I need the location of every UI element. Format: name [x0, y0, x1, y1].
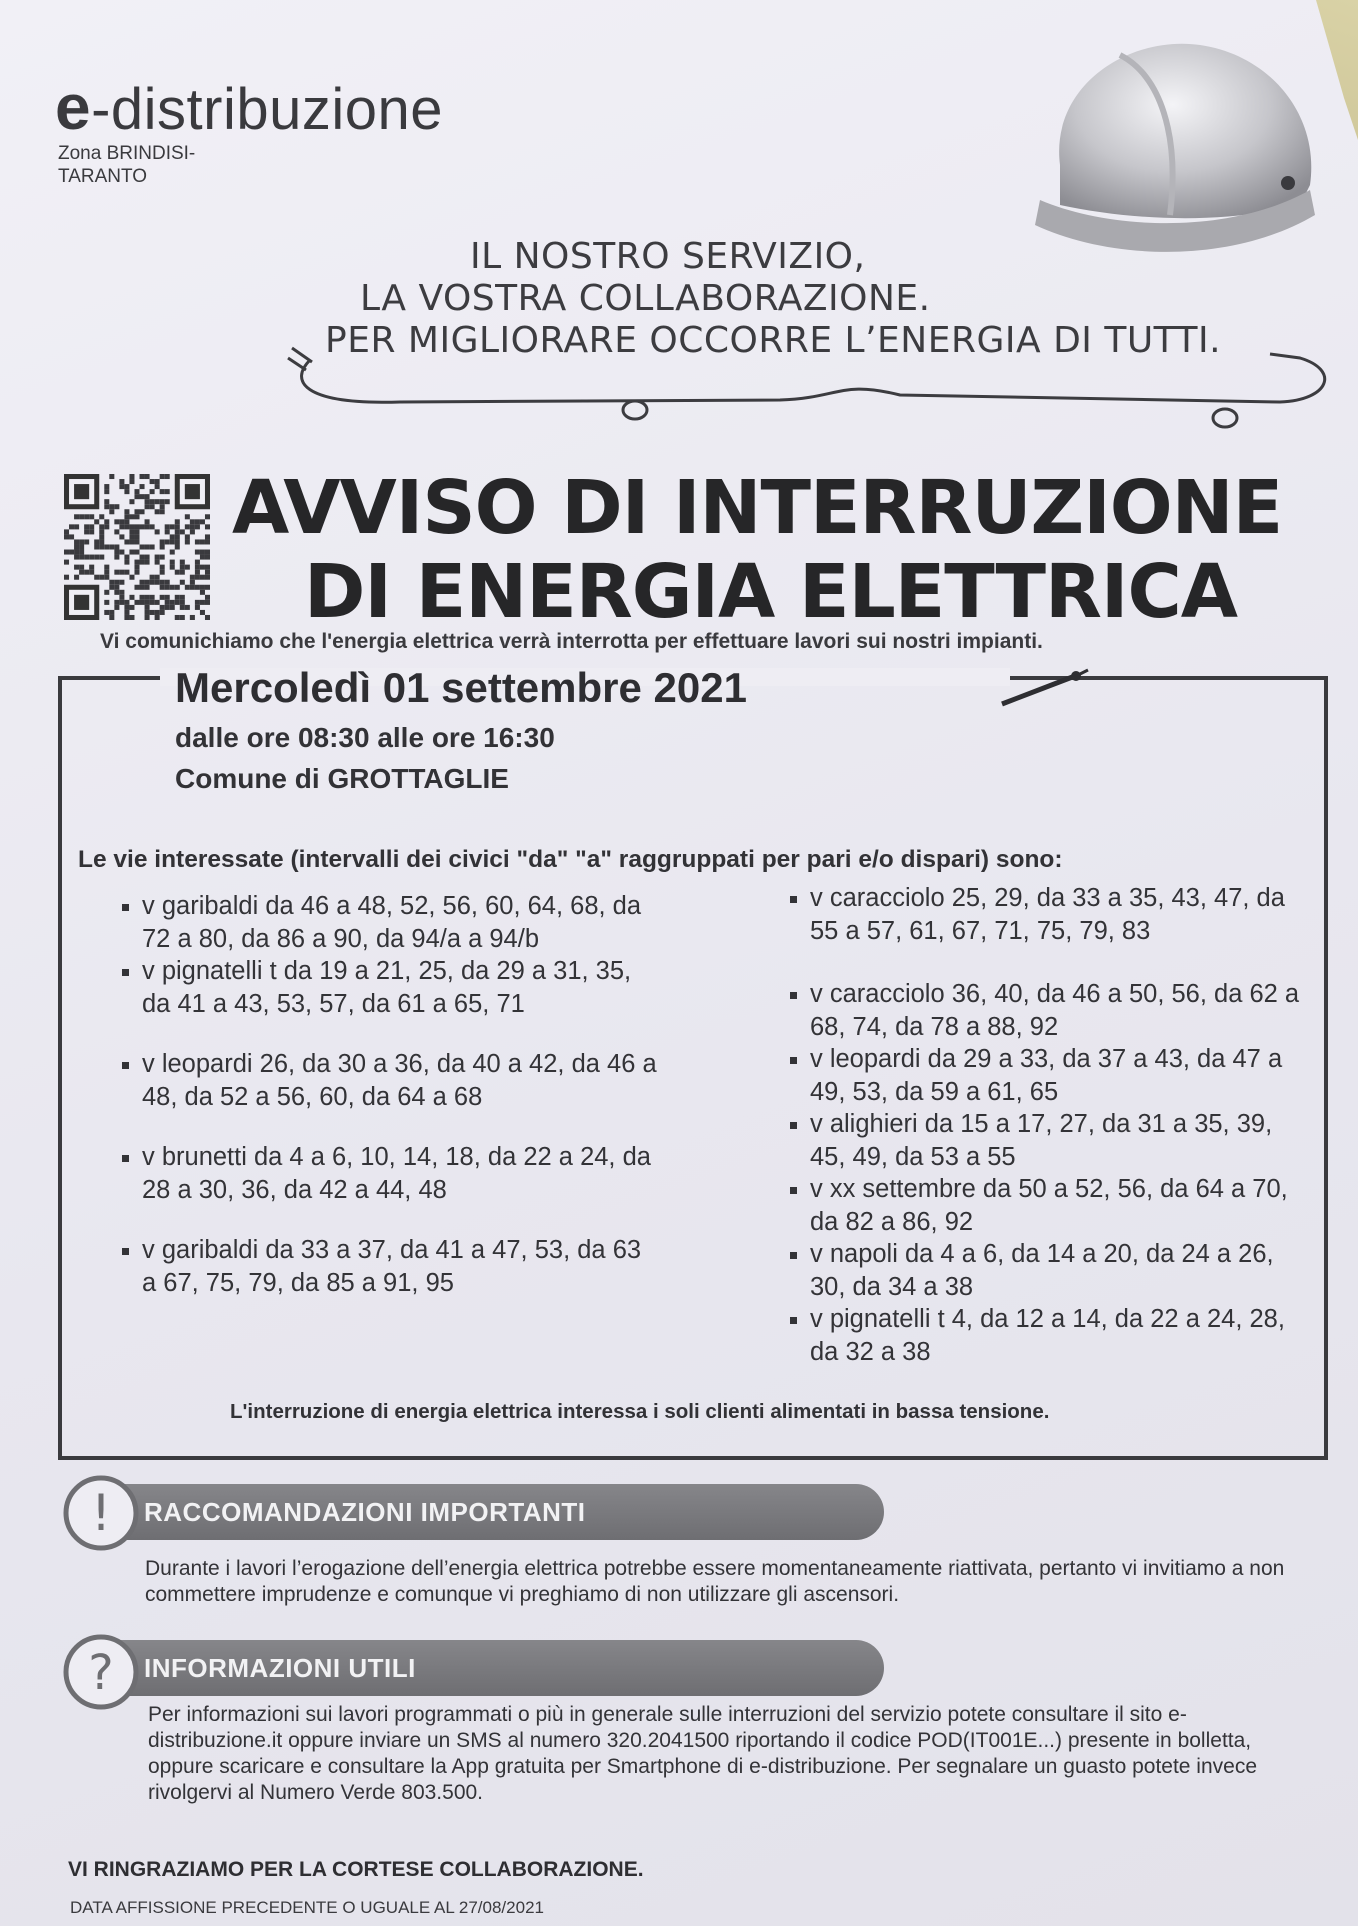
info-title: INFORMAZIONI UTILI	[144, 1653, 416, 1683]
street-item: v leopardi da 29 a 33, da 37 a 43, da 47 a 49, 53, da 59 a 61, 65	[790, 1043, 1310, 1108]
interruption-date: Mercoledì 01 settembre 2021	[175, 664, 747, 711]
low-voltage-note: L'interruzione di energia elettrica interessa i soli clienti alimentati in bassa tensione.	[230, 1400, 1050, 1423]
slogan-line-2: LA VOSTRA COLLABORAZIONE.	[360, 278, 931, 319]
title-line-2: DI ENERGIA ELETTRICA	[304, 549, 1238, 635]
street-item: v xx settembre da 50 a 52, 56, da 64 a 70, da 82 a 86, 92	[790, 1173, 1310, 1238]
zone-line-2: TARANTO	[58, 166, 148, 187]
recommendations-header	[104, 1484, 884, 1540]
interruption-hours: dalle ore 08:30 alle ore 16:30	[175, 722, 555, 753]
municipality: Comune di GROTTAGLIE	[175, 763, 509, 794]
streets-intro: Le vie interessate (intervalli dei civici "da" "a" raggruppati per pari e/o dispari) sono:	[78, 846, 1063, 873]
street-item: v brunetti da 4 a 6, 10, 14, 18, da 22 a 24, da 28 a 30, 36, da 42 a 44, 48	[122, 1141, 662, 1206]
intro-text: Vi comunichiamo che l'energia elettrica verrà interrotta per effettuare lavori sui nostri impianti.	[100, 630, 1043, 653]
street-item: v alighieri da 15 a 17, 27, da 31 a 35, 39, 45, 49, da 53 a 55	[790, 1108, 1310, 1173]
question-glyph: ?	[88, 1645, 114, 1701]
street-item: v pignatelli t da 19 a 21, 25, da 29 a 31, 35, da 41 a 43, 53, 57, da 61 a 65, 71	[122, 955, 662, 1020]
street-item: v caracciolo 36, 40, da 46 a 50, 56, da 62 a 68, 74, da 78 a 88, 92	[790, 978, 1310, 1043]
street-item: v napoli da 4 a 6, da 14 a 20, da 24 a 26, 30, da 34 a 38	[790, 1238, 1310, 1303]
cable-plug-icon	[280, 340, 1340, 430]
posting-date: DATA AFFISSIONE PRECEDENTE O UGUALE AL 27/08/2021	[70, 1898, 544, 1917]
street-item: v pignatelli t 4, da 12 a 14, da 22 a 24, 28, da 32 a 38	[790, 1303, 1310, 1368]
question-icon	[62, 1633, 140, 1711]
street-item: v leopardi 26, da 30 a 36, da 40 a 42, da 46 a 48, da 52 a 56, 60, da 64 a 68	[122, 1048, 662, 1113]
recommendations-text: Durante i lavori l’erogazione dell’energia elettrica potrebbe essere momentaneamente riattivata, pertanto vi invitiamo a non commettere imprudenze e comunque vi preghiamo di non utilizzare gli ascensori.	[145, 1557, 1285, 1606]
warning-glyph: !	[90, 1484, 112, 1542]
info-text: Per informazioni sui lavori programmati o più in generale sulle interruzioni del servizio potete consultare il sito e-distribuzione.it oppure inviare un SMS al numero 320.2041500 riportando il codice POD(IT001E...) presente in bolletta, oppure scaricare e consultare la App gratuita per Smartphone di e-distribuzione. Per segnalare un guasto potete invece rivolgervi al Numero Verde 803.500.	[148, 1703, 1258, 1804]
street-item: v garibaldi da 46 a 48, 52, 56, 60, 64, 68, da 72 a 80, da 86 a 90, da 94/a a 94/b	[122, 890, 662, 955]
slogan-line-3: PER MIGLIORARE OCCORRE L’ENERGIA DI TUTTI.	[325, 320, 1222, 361]
recommendations-title: RACCOMANDAZIONI IMPORTANTI	[144, 1497, 586, 1527]
warning-icon	[62, 1474, 140, 1552]
streets-list-left	[122, 890, 662, 1299]
street-item: v garibaldi da 33 a 37, da 41 a 47, 53, da 63 a 67, 75, 79, da 85 a 91, 95	[122, 1234, 662, 1299]
plug-icon	[1000, 664, 1090, 714]
zone-line-1: Zona BRINDISI-	[58, 143, 196, 164]
street-item: v caracciolo 25, 29, da 33 a 35, 43, 47, da 55 a 57, 61, 67, 71, 75, 79, 83	[790, 882, 1310, 947]
info-header	[104, 1640, 884, 1696]
streets-list-right	[790, 882, 1310, 1368]
company-logo	[55, 70, 443, 144]
slogan-line-1: IL NOSTRO SERVIZIO,	[470, 236, 866, 277]
logo-name: -distribuzione	[91, 77, 444, 142]
thanks-text: VI RINGRAZIAMO PER LA CORTESE COLLABORAZIONE.	[68, 1858, 644, 1881]
zone-label	[58, 142, 238, 188]
title-line-1: AVVISO DI INTERRUZIONE	[232, 465, 1283, 551]
qr-code-icon[interactable]	[64, 474, 210, 620]
page-title	[232, 466, 1352, 634]
logo-mark: e	[55, 71, 92, 143]
